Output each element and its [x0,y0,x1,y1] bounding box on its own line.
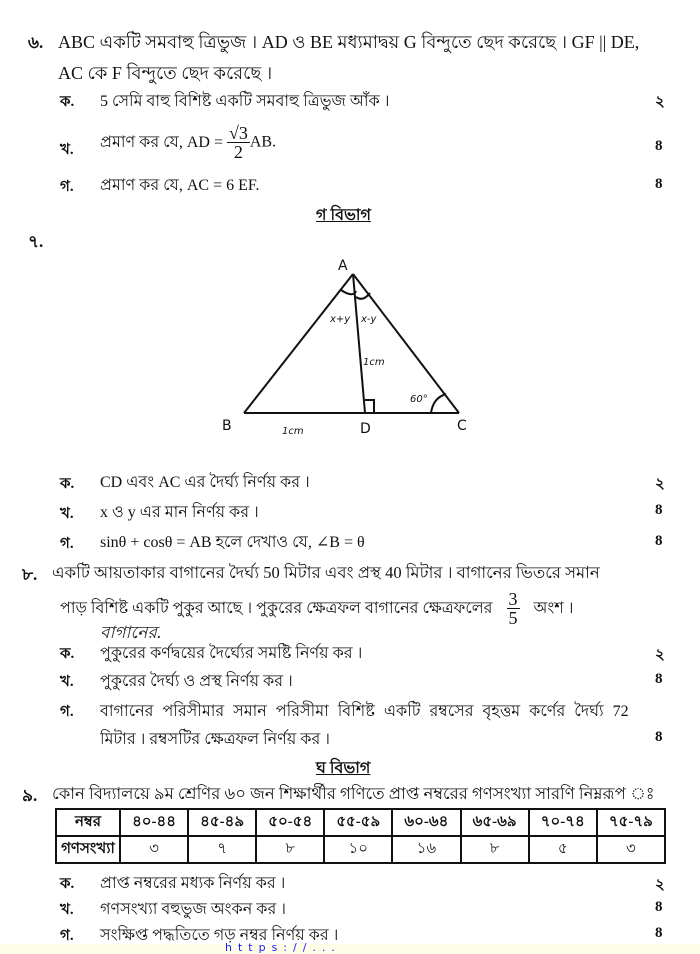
question-8-line2-prefix: পাড় বিশিষ্ট একটি পুকুর আছে । পুকুরের ক্ষেত্রফল বাগানের ক্ষেত্রফলের [60,600,493,617]
section-gha-heading: ঘ বিভাগ [316,760,371,777]
table-cell-interval: ৭০-৭৪ [529,809,597,836]
question-9-part-kha-label: খ. [60,902,74,918]
frequency-table [55,808,666,864]
vertex-b-label: B [222,418,232,434]
question-7-number: ৭. [28,232,44,251]
question-8-part-ka-text: পুকুরের কর্ণদ্বয়ের দৈর্ঘ্যের সমষ্টি নির্ণয় কর । [100,645,363,662]
question-6-part-ka-marks: ২ [655,94,665,110]
question-9-part-ga-text: সংক্ষিপ্ত পদ্ধতিতে গড় নম্বর নির্ণয় কর । [100,927,339,944]
question-8-line2-suffix: অংশ । [533,600,574,617]
table-cell-frequency: ৩ [597,836,665,863]
fraction-denominator: 2 [233,142,243,162]
fraction-numerator: √3 [228,123,248,143]
question-6-part-ga-label: গ. [60,179,74,195]
table-cell-frequency: ১০ [324,836,392,863]
table-row-frequency [56,836,665,863]
question-8-part-ga-text-line2: মিটার । রম্বসটির ক্ষেত্রফল নির্ণয় কর । [100,731,331,748]
question-7-part-kha-marks: 8 [655,502,663,518]
question-9-part-ga-label: গ. [60,928,74,944]
question-7-part-kha-text: x ও y এর মান নির্ণয় কর । [100,504,259,521]
question-8-number: ৮. [22,565,38,584]
question-6-part-kha-prefix: প্রমাণ কর যে, AD = [100,134,223,151]
table-row-marks [56,809,665,836]
question-6-part-kha-marks: 8 [655,138,663,154]
vertex-c-label: C [457,418,467,434]
question-9-number: ৯. [22,786,38,805]
footer-link[interactable]: https://... [225,941,341,954]
fraction-denominator: 5 [508,608,518,628]
table-header-frequency: গণসংখ্যা [56,836,120,863]
question-6-number: ৬. [28,33,44,52]
question-7-part-kha-label: খ. [60,506,74,522]
question-9-part-ka-marks: ২ [655,877,665,893]
question-8-part-ga-text: বাগানের পরিসীমার সমান পরিসীমা বিশিষ্ট একটি রম্বসের বৃহত্তম কর্ণের দৈর্ঘ্য 72 [100,703,629,720]
table-cell-frequency: ৫ [529,836,597,863]
question-6-part-ka-label: ক. [60,94,75,110]
question-7-part-ka-label: ক. [60,476,75,492]
question-6-part-kha-label: খ. [60,142,74,158]
question-7-part-ga-label: গ. [60,536,74,552]
table-cell-frequency: ৮ [461,836,529,863]
question-6-part-ka-text: 5 সেমি বাহু বিশিষ্ট একটি সমবাহু ত্রিভুজ আঁক । [100,93,390,110]
question-9-part-kha-text: গণসংখ্যা বহুভুজ অংকন কর । [100,901,286,918]
question-6-line2: AC কে F বিন্দুতে ছেদ করেছে । [58,63,273,83]
question-8-line1: একটি আয়তাকার বাগানের দৈর্ঘ্য 50 মিটার এবং প্রস্থ 40 মিটার । বাগানের ভিতরে সমান [52,563,600,582]
angle-c-label: 60° [410,394,428,405]
sqrt3-over-2-fraction [227,124,250,161]
question-6-part-kha-suffix: AB. [249,133,277,151]
table-cell-frequency: ১৬ [392,836,460,863]
question-7-part-ga-text: sinθ + cosθ = AB হলে দেখাও যে, ∠B = θ [100,534,365,551]
table-cell-frequency: ৮ [256,836,324,863]
question-6-part-ga-text: প্রমাণ কর যে, AC = 6 EF. [100,177,260,194]
fraction-numerator: 3 [508,589,518,609]
table-cell-interval: ৪৫-৪৯ [188,809,256,836]
table-cell-interval: ৬৫-৬৯ [461,809,529,836]
question-8-part-kha-marks: 8 [655,671,663,687]
angle-x-plus-y-label: x+y [330,314,351,325]
question-9-part-ga-marks: 8 [655,925,663,941]
footer-strip [0,944,700,954]
table-cell-interval: ৫০-৫৪ [256,809,324,836]
question-9-text: কোন বিদ্যালয়ে ৯ম শ্রেণির ৬০ জন শিক্ষার্থীর গণিতে প্রাপ্ত নম্বরের গণসংখ্যা সারণি নিম্নরূপ ঃ [52,784,655,803]
question-8-part-ga-label: গ. [60,704,74,720]
angle-x-minus-y-label: x-y [361,314,377,325]
question-8-part-ka-marks: ২ [655,647,665,663]
question-6-line1: ABC একটি সমবাহু ত্রিভুজ । AD ও BE মধ্যমাদ্বয় G বিন্দুতে ছেদ করেছে । GF || DE, [58,32,640,52]
question-8-part-kha-label: খ. [60,674,74,690]
table-cell-frequency: ৩ [120,836,188,863]
table-header-marks: নম্বর [56,809,120,836]
ad-length-label: 1cm [363,357,385,368]
table-cell-interval: ৭৫-৭৯ [597,809,665,836]
question-8-part-kha-text: পুকুরের দৈর্ঘ্য ও প্রস্থ নির্ণয় কর । [100,673,293,690]
three-fifths-fraction [507,590,520,627]
triangle-diagram [200,240,500,450]
vertex-d-label: D [360,421,371,437]
question-9-part-ka-label: ক. [60,876,75,892]
question-9-part-ka-text: প্রাপ্ত নম্বরের মধ্যক নির্ণয় কর । [100,875,286,892]
table-cell-interval: ৬০-৬৪ [392,809,460,836]
question-8-part-ka-label: ক. [60,646,75,662]
table-cell-frequency: ৭ [188,836,256,863]
section-ga-heading: গ বিভাগ [316,207,372,224]
bd-length-label: 1cm [282,426,304,437]
table-cell-interval: ৪০-৪৪ [120,809,188,836]
question-6-part-ga-marks: 8 [655,176,663,192]
question-8-part-ga-marks: 8 [655,729,663,745]
question-7-part-ka-text: CD এবং AC এর দৈর্ঘ্য নির্ণয় কর । [100,474,310,491]
question-9-part-kha-marks: 8 [655,899,663,915]
table-cell-interval: ৫৫-৫৯ [324,809,392,836]
handwritten-annotation: বাগানের. [100,623,163,643]
vertex-a-label: A [338,258,348,274]
question-7-part-ga-marks: 8 [655,533,663,549]
question-7-part-ka-marks: ২ [655,476,665,492]
question-6-part-kha-text [100,124,276,161]
